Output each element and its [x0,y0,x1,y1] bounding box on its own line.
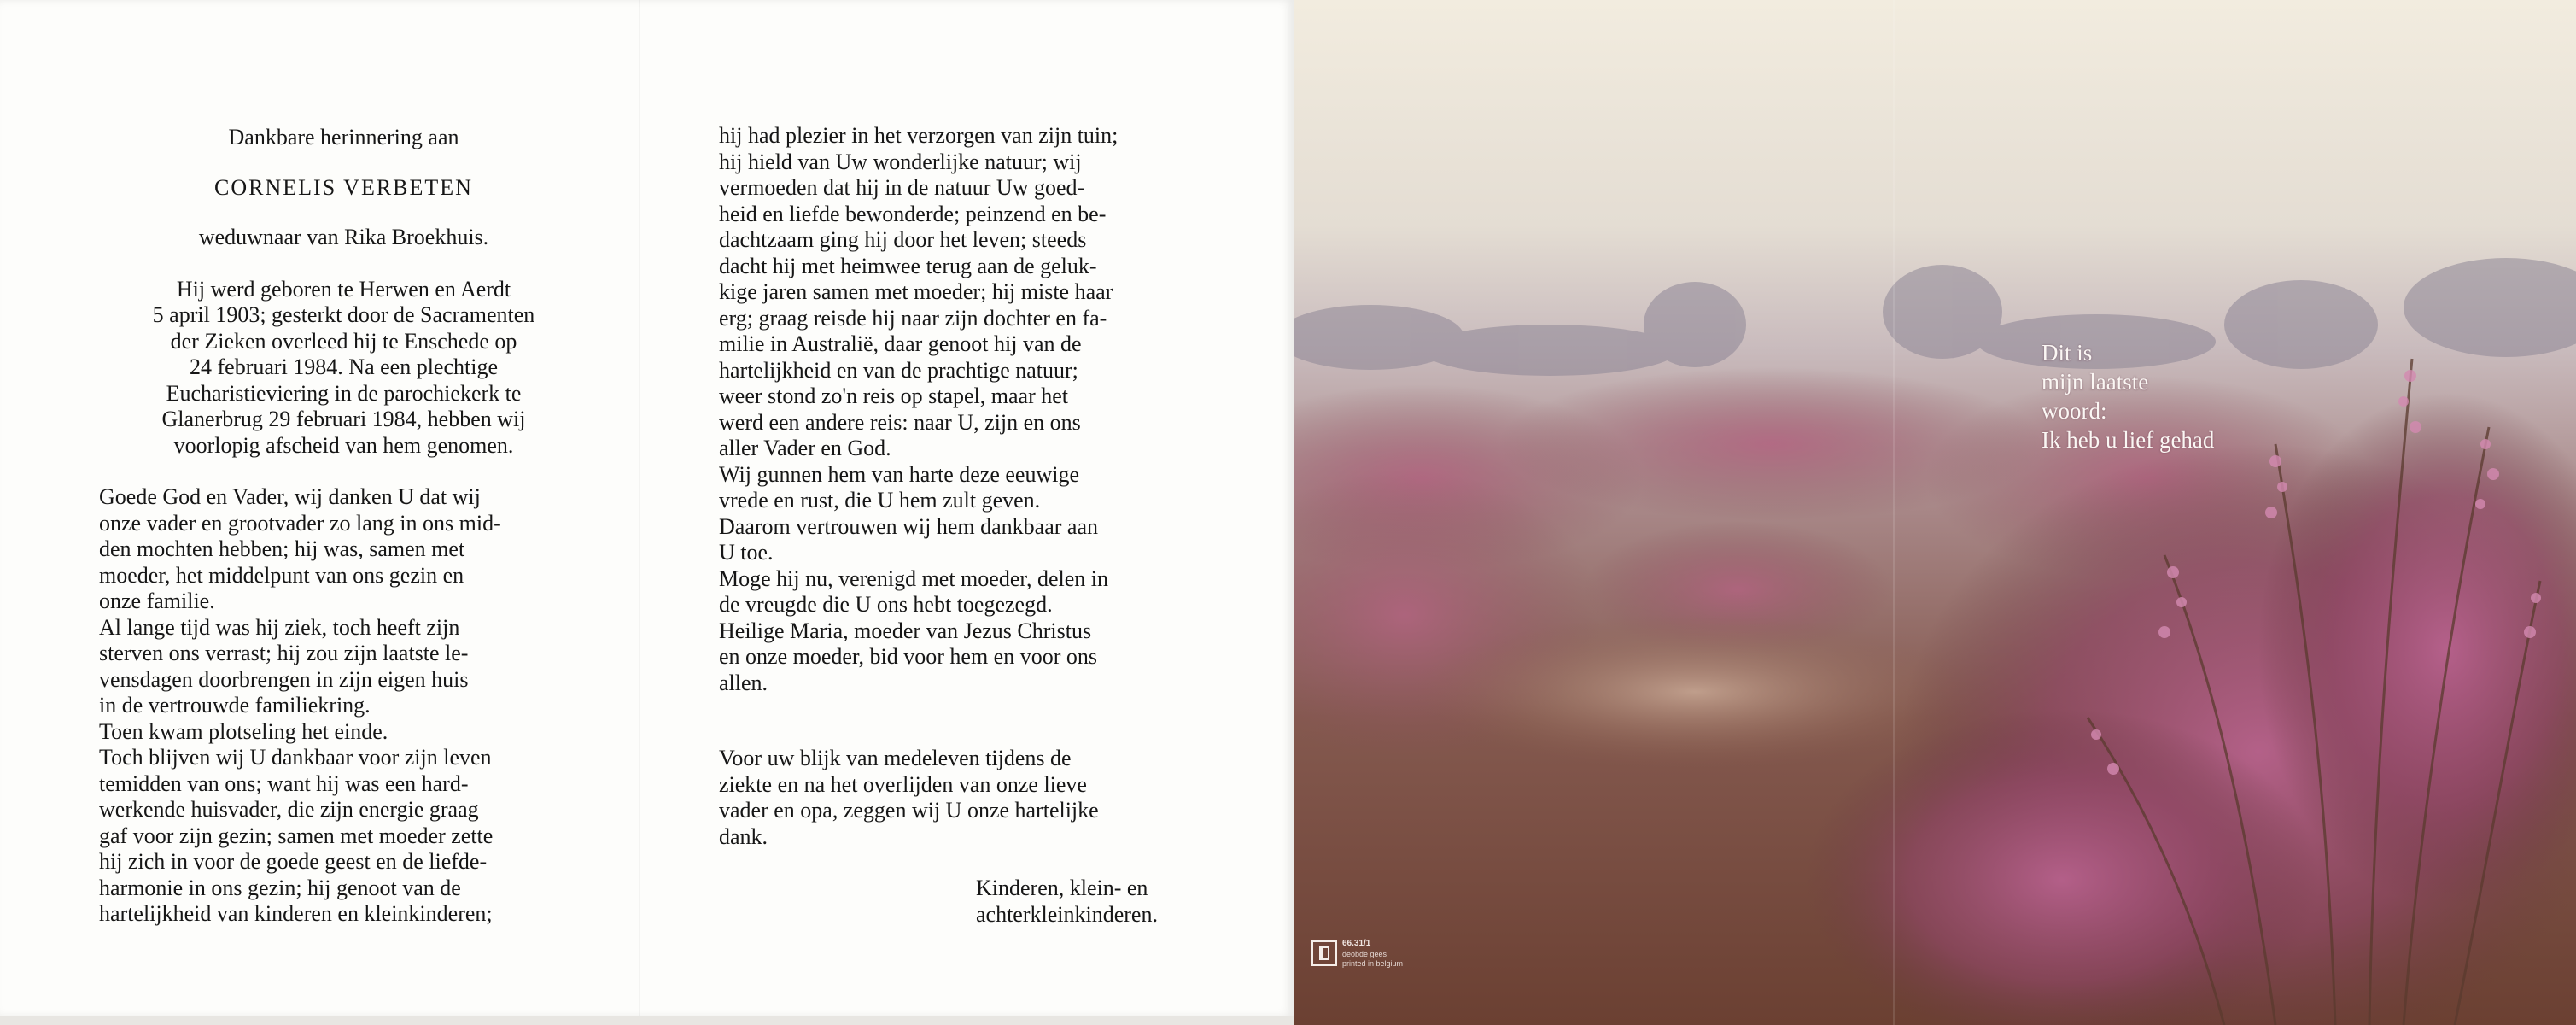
prayer-line: onze familie. [99,589,215,613]
text-card [0,0,1294,1016]
family-signature [976,876,1208,928]
prayer-line: Toen kwam plotseling het einde. [99,718,388,744]
center-fold [639,0,640,1016]
heather-photo [1294,0,2576,1025]
text-column-2 [719,123,1208,928]
card-heading: Dankbare herinnering aan [228,125,459,149]
prayer-text-continued [719,123,1208,696]
prayer-line: aller Vader en God. [719,436,891,460]
bio-line: 24 februari 1984. Na een plechtige [190,354,498,379]
publisher-logo-icon [1311,940,1337,966]
imprint-printed-in: printed in belgium [1342,959,1404,968]
heathland-illustration [1294,0,2576,1025]
prayer-line: Moge hij nu, verenigd met moeder, delen in [719,565,1109,591]
prayer-line: erg; graag reisde hij naar zijn dochter en fa- [719,305,1107,331]
thanks-paragraph [719,746,1208,850]
spacer [719,696,1208,746]
prayer-line: vensdagen doorbrengen in zijn eigen huis [99,666,469,692]
prayer-line: harmonie in ons gezin; hij genoot van de [99,875,461,900]
bio-line: voorlopig afscheid van hem genomen. [173,432,514,458]
thanks-line: ziekte en na het overlijden van onze lieve [719,771,1087,797]
prayer-line: dacht hij met heimwee terug aan de geluk- [719,253,1097,278]
prayer-line: onze vader en grootvader zo lang in ons mid- [99,510,501,536]
poem-line: mijn laatste [2042,369,2149,395]
prayer-line: hartelijkheid van kinderen en kleinkinderen; [99,901,493,926]
printer-imprint [1311,939,1448,973]
signature-line: achterkleinkinderen. [976,901,1158,927]
spacer [719,850,1208,876]
bio-line: der Zieken overleed hij te Enschede op [170,328,517,354]
text-column-1 [99,125,588,928]
bio-line: Eucharistieviering in de parochiekerk te [166,380,522,406]
prayer-line: moeder, het middelpunt van ons gezin en [99,562,464,588]
poem-line: Ik heb u lief gehad [2042,427,2215,453]
bio-line: 5 april 1903; gesterkt door de Sacramenten [152,302,535,327]
prayer-line: de vreugde die U ons hebt toegezegd. [719,592,1053,617]
thanks-line: Voor uw blijk van medeleven tijdens de [719,746,1072,770]
prayer-line: hartelijkheid en van de prachtige natuur; [719,357,1078,383]
poem-line: Dit is [2042,340,2093,366]
widower-subtitle: weduwnaar van Rika Broekhuis. [198,225,489,249]
prayer-line: en onze moeder, bid voor hem en voor ons [719,644,1098,669]
imprint-code: 66.31/1 [1342,939,1371,948]
prayer-line: allen. [719,670,768,695]
prayer-line: hij had plezier in het verzorgen van zijn tuin; [719,123,1119,148]
prayer-line: hij hield van Uw wonderlijke natuur; wij [719,149,1082,174]
bio-line: Glanerbrug 29 februari 1984, hebben wij [161,407,526,431]
spacer [99,251,588,277]
deceased-name: CORNELIS VERBETEN [214,174,473,200]
prayer-line: dachtzaam ging hij door het leven; steeds [719,227,1087,252]
prayer-line: Goede God en Vader, wij danken U dat wij [99,484,481,509]
prayer-line: werd een andere reis: naar U, zijn en ons [719,409,1081,435]
prayer-line: weer stond zo'n reis op stapel, maar het [719,384,1068,408]
prayer-line: milie in Australië, daar genoot hij van de [719,331,1082,356]
imprint-publisher: deobde gees [1342,950,1387,958]
prayer-line: vermoeden dat hij in de natuur Uw goed- [719,175,1085,200]
prayer-line: vrede en rust, die U hem zult geven. [719,488,1041,512]
prayer-line: hij zich in voor de goede geest en de liefde- [99,849,488,874]
signature-line: Kinderen, klein- en [976,876,1148,900]
prayer-text [99,484,588,928]
poem-overlay [2042,338,2315,454]
bio-line: Hij werd geboren te Herwen en Aerdt [176,276,511,302]
prayer-line: heid en liefde bewonderde; peinzend en be- [719,201,1107,226]
prayer-line: Heilige Maria, moeder van Jezus Christus [719,618,1092,643]
thanks-line: vader en opa, zeggen wij U onze hartelijke [719,798,1099,823]
prayer-line: Wij gunnen hem van harte deze eeuwige [719,461,1079,487]
prayer-line: sterven ons verrast; hij zou zijn laatste le- [99,641,469,665]
prayer-line: in de vertrouwde familiekring. [99,693,371,718]
prayer-line: werkende huisvader, die zijn energie graag [99,797,479,822]
thanks-line: dank. [719,823,768,849]
prayer-line: kige jaren samen met moeder; hij miste haar [719,279,1113,304]
prayer-line: gaf voor zijn gezin; samen met moeder zette [99,823,494,848]
poem-line: woord: [2042,398,2107,424]
prayer-line: temidden van ons; want hij was een hard- [99,770,469,796]
prayer-line: U toe. [719,540,774,565]
prayer-line: Daarom vertrouwen wij hem dankbaar aan [719,513,1098,539]
spacer [99,459,588,484]
prayer-line: Toch blijven wij U dankbaar voor zijn leven [99,745,492,770]
prayer-line: den mochten hebben; hij was, samen met [99,536,465,561]
prayer-line: Al lange tijd was hij ziek, toch heeft zijn [99,614,460,640]
biography-paragraph [99,277,588,460]
